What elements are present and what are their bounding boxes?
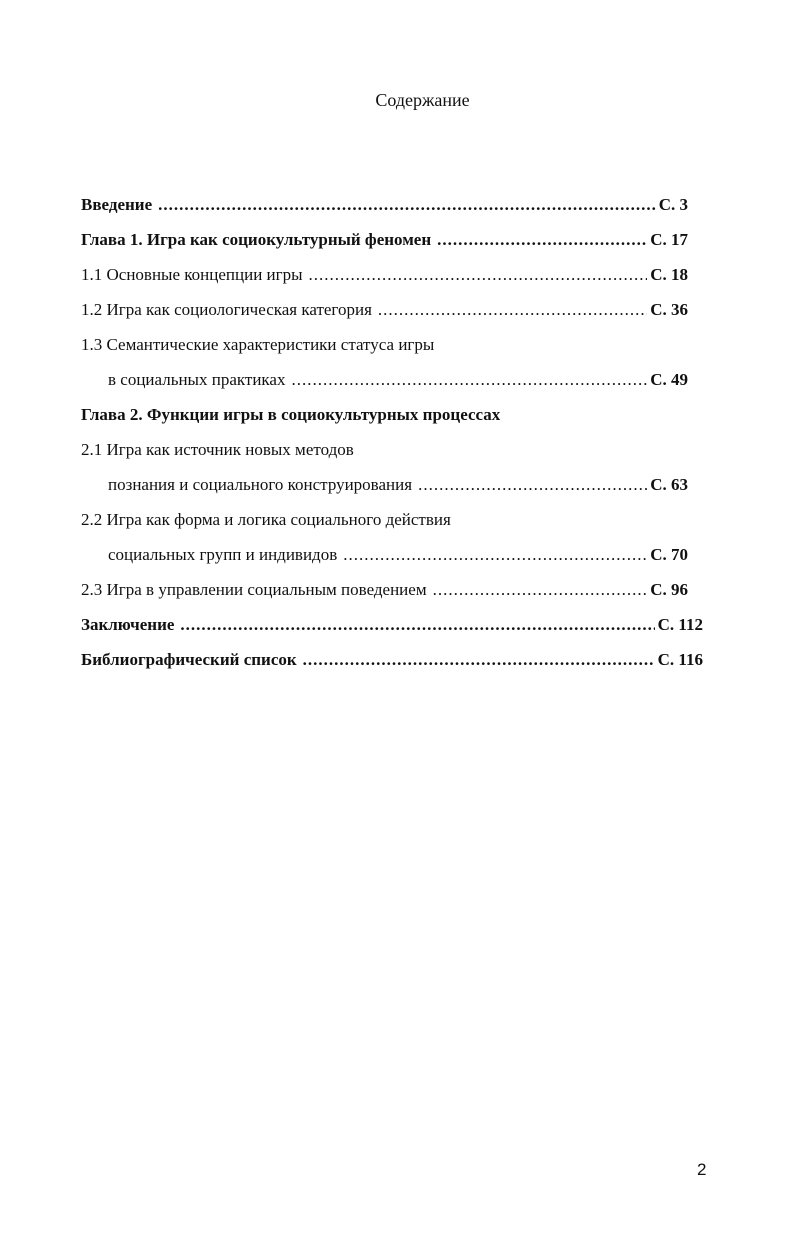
toc-entry-label: 2.3 Игра в управлении социальным поведением [81, 580, 427, 599]
toc-entry-label: 2.2 Игра как форма и логика социального действия [81, 510, 451, 529]
dot-leader [158, 193, 656, 217]
toc-entry-label: Введение [81, 195, 153, 214]
dot-leader [418, 473, 647, 497]
toc-entry-label: 1.1 Основные концепции игры [81, 265, 303, 284]
table-of-contents [81, 193, 703, 683]
toc-entry-chapter-1 [81, 228, 703, 263]
toc-entry-label: познания и социального конструирования [108, 475, 413, 494]
dot-leader [309, 263, 648, 287]
toc-entry-page: С. 17 [650, 230, 688, 249]
dot-leader [433, 578, 648, 602]
toc-entry-section-2-1-continued [81, 473, 703, 508]
toc-entry-page: С. 112 [657, 615, 703, 634]
toc-entry-page: С. 70 [650, 545, 688, 564]
toc-entry-page: С. 3 [658, 195, 688, 214]
toc-entry-label: 1.3 Семантические характеристики статуса игры [81, 335, 435, 354]
toc-entry-page: С. 49 [650, 370, 688, 389]
toc-entry-label: Библиографический список [81, 650, 297, 669]
toc-entry-page: С. 36 [650, 300, 688, 319]
toc-entry-section-2-3 [81, 578, 703, 613]
toc-entry-label: в социальных практиках [108, 370, 286, 389]
toc-entry-page: С. 18 [650, 265, 688, 284]
toc-entry-conclusion [81, 613, 703, 648]
toc-entry-section-1-1 [81, 263, 703, 298]
toc-entry-page: С. 116 [657, 650, 703, 669]
dot-leader [180, 613, 654, 637]
toc-entry-section-2-2 [81, 508, 703, 543]
toc-entry-label: 1.2 Игра как социологическая категория [81, 300, 372, 319]
page-title: Содержание [375, 90, 470, 110]
page-number: 2 [697, 1160, 707, 1179]
toc-entry-section-2-2-continued [81, 543, 703, 578]
dot-leader [437, 228, 647, 252]
toc-entry-section-1-2 [81, 298, 703, 333]
toc-entry-page: С. 96 [650, 580, 688, 599]
toc-entry-page: С. 63 [650, 475, 688, 494]
toc-entry-bibliography [81, 648, 703, 683]
toc-entry-section-1-3-continued [81, 368, 703, 403]
dot-leader [378, 298, 647, 322]
toc-entry-chapter-2 [81, 403, 703, 438]
toc-entry-label: Глава 2. Функции игры в социокультурных процессах [81, 405, 501, 424]
toc-entry-label: Глава 1. Игра как социокультурный феномен [81, 230, 432, 249]
toc-entry-section-1-3 [81, 333, 703, 368]
toc-entry-label: Заключение [81, 615, 175, 634]
toc-entry-label: социальных групп и индивидов [108, 545, 338, 564]
toc-entry-section-2-1 [81, 438, 703, 473]
dot-leader [291, 368, 647, 392]
dot-leader [303, 648, 655, 672]
toc-entry-label: 2.1 Игра как источник новых методов [81, 440, 354, 459]
dot-leader [343, 543, 647, 567]
toc-entry-introduction [81, 193, 703, 228]
